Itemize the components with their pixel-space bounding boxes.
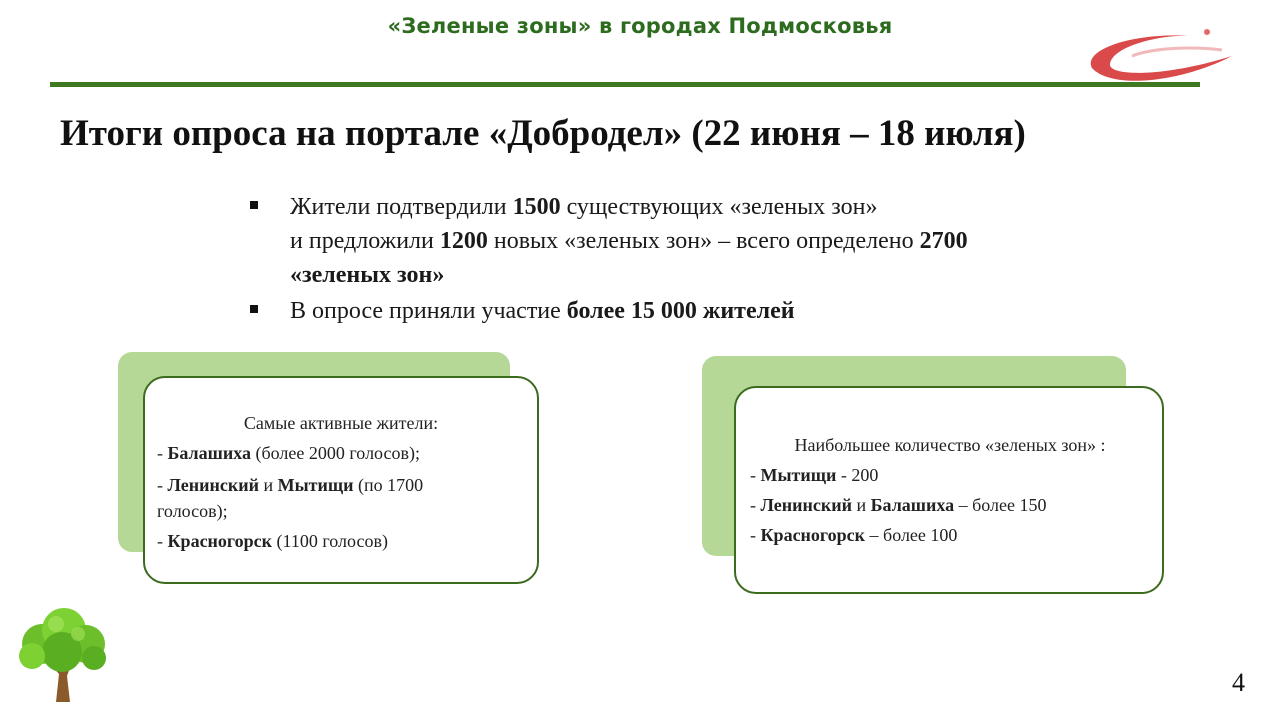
bullet-text: и предложили xyxy=(290,228,440,254)
proposed-count: 1200 xyxy=(439,228,488,254)
list-item: - Ленинский и Балашиха – более 150 xyxy=(750,495,1047,515)
list-item: - Балашиха (более 2000 голосов); xyxy=(157,443,420,463)
bullet-text: существующих «зеленых зон» xyxy=(560,194,878,220)
bullet-text: новых «зеленых зон» – всего определено xyxy=(487,228,920,254)
card-list xyxy=(750,460,1150,550)
card-active-residents xyxy=(143,376,539,584)
bullet-square-icon xyxy=(250,305,258,313)
total-count: 2700 xyxy=(919,228,968,254)
bullet-text-bold: «зеленых зон» xyxy=(290,262,445,288)
list-item: - Красногорск – более 100 xyxy=(750,525,958,545)
card-list xyxy=(157,438,525,556)
bullet-item-zones xyxy=(250,190,1150,292)
card-title: Самые активные жители: xyxy=(243,413,439,433)
list-item: - Красногорск (1100 голосов) xyxy=(157,531,388,551)
header-divider xyxy=(50,82,1200,87)
page-title: Итоги опроса на портале «Добродел» (22 июня – 18 июля) xyxy=(60,113,1026,154)
bullet-item-participants xyxy=(250,294,1150,328)
confirmed-count: 1500 xyxy=(512,194,561,220)
card-title: Наибольшее количество «зеленых зон» : xyxy=(794,435,1106,455)
tree-icon xyxy=(12,604,112,704)
list-item: - Ленинский и Мытищи (по 1700 голосов); xyxy=(157,475,424,521)
page-number: 4 xyxy=(1232,668,1245,697)
summary-bullets xyxy=(250,190,1150,330)
slide-header-title: «Зеленые зоны» в городах Подмосковья xyxy=(387,14,893,38)
bullet-text: В опросе приняли участие xyxy=(290,298,567,324)
bullet-text: Жители подтвердили xyxy=(290,194,513,220)
card-most-zones xyxy=(734,386,1164,594)
list-item: - Мытищи - 200 xyxy=(750,465,879,485)
logo-swoosh-icon xyxy=(1072,20,1242,90)
participants-count: более 15 000 жителей xyxy=(566,298,795,324)
bullet-square-icon xyxy=(250,201,258,209)
